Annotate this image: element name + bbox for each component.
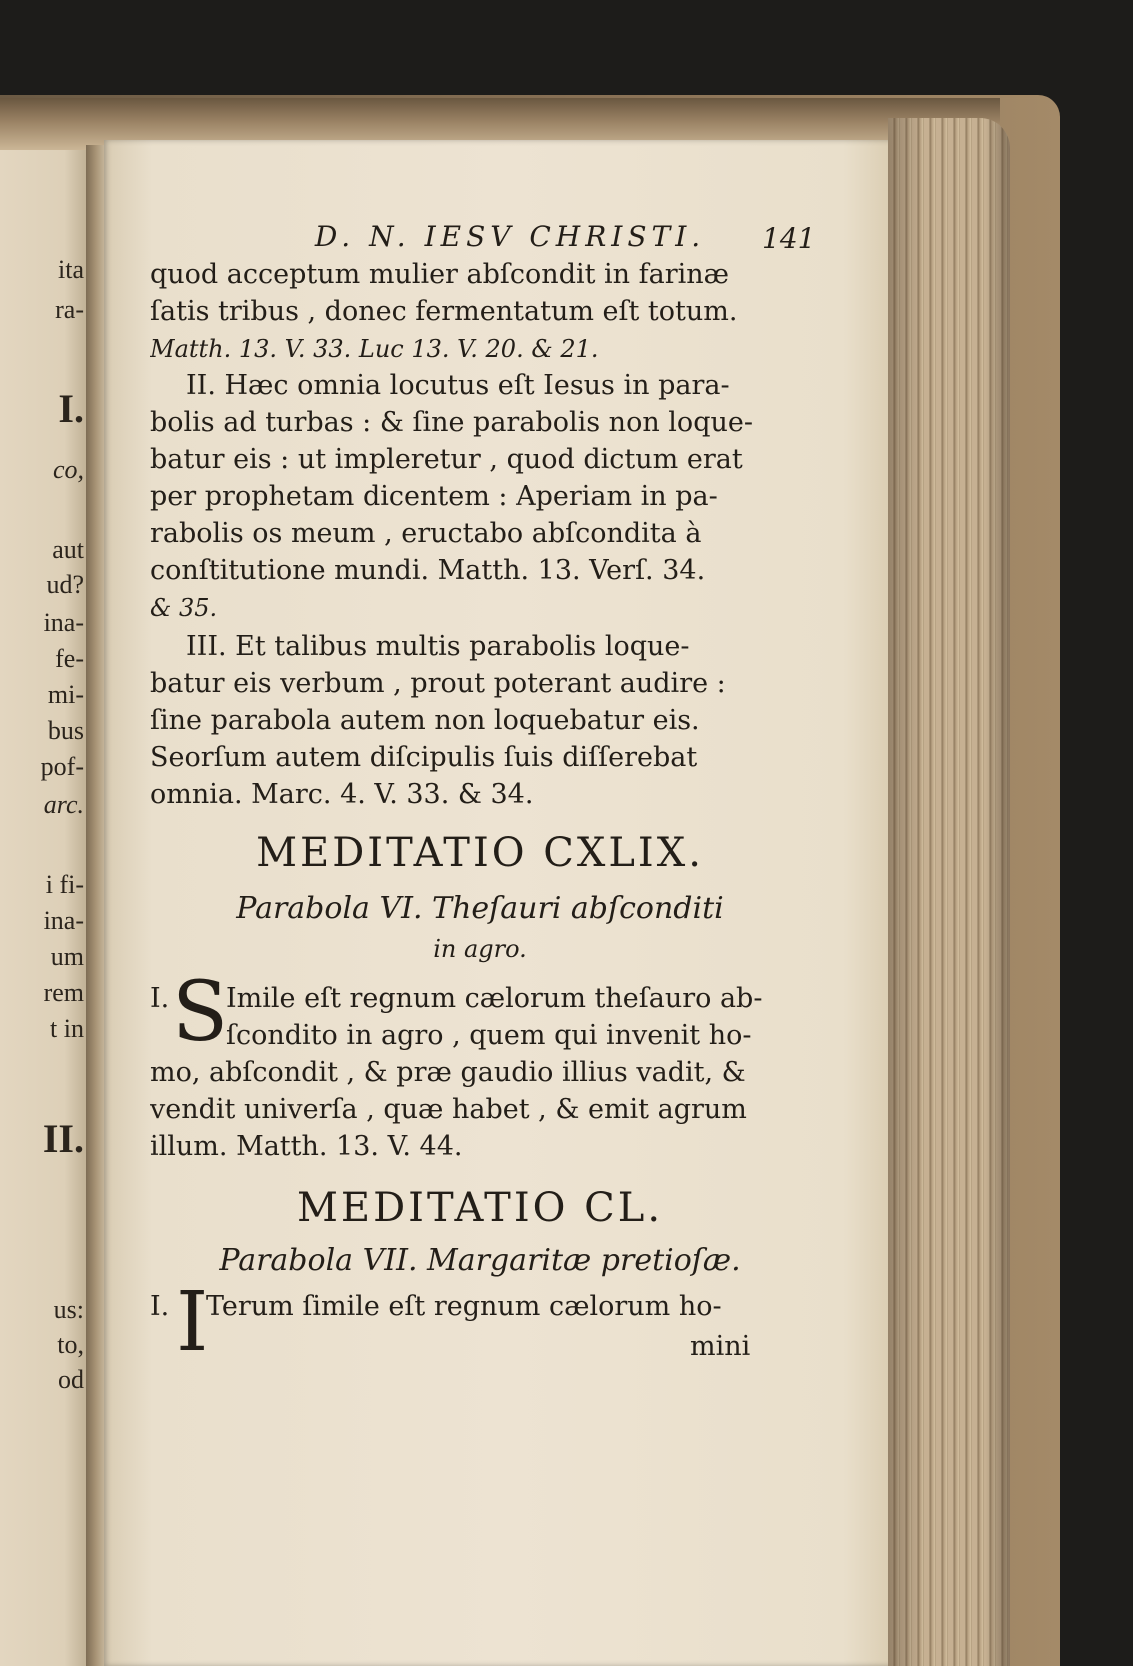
- left-fragment: ra-: [55, 295, 84, 324]
- drop-cap: S: [172, 965, 229, 1060]
- drop-cap: I: [176, 1275, 209, 1370]
- text-line: per prophetam dicentem : Aperiam in pa-: [150, 481, 718, 512]
- meditation-subtitle: Parabola VI. Theſauri abſconditi: [236, 891, 724, 926]
- text-line: Seorſum autem diſcipulis ſuis diſſerebat: [150, 742, 698, 773]
- left-page: [0, 150, 92, 1666]
- scripture-reference: Matth. 13. V. 33. Luc 13. V. 20. & 21.: [150, 335, 599, 363]
- left-fragment: ita: [58, 255, 84, 284]
- text-line: Terum ſimile eſt regnum cælorum ho-: [206, 1291, 722, 1322]
- text-line: quod acceptum mulier abſcondit in farinæ: [150, 259, 730, 290]
- left-fragment: ina-: [43, 608, 84, 637]
- text-line: Imile eſt regnum cælorum theſauro ab-: [226, 983, 763, 1014]
- fore-edge-shading: [888, 118, 1010, 1666]
- text-line: vendit univerſa , quæ habet , & emit agrum: [150, 1094, 747, 1125]
- left-fragment: t in: [50, 1014, 84, 1043]
- left-fragment: co,: [52, 455, 84, 484]
- paragraph-number: I.: [150, 1291, 170, 1322]
- text-line: mo, abſcondit , & præ gaudio illius vadit, &: [150, 1057, 746, 1088]
- running-head: D. N. IESV CHRISTI.: [314, 220, 706, 253]
- text-line: batur eis : ut impleretur , quod dictum erat: [150, 444, 743, 475]
- left-fragment: ina-: [43, 906, 84, 935]
- text-line: batur eis verbum , prout poterant audire :: [150, 668, 726, 699]
- left-fragment: rem: [43, 978, 84, 1007]
- meditation-heading: MEDITATIO CXLIX.: [256, 830, 704, 876]
- text-line: ſatis tribus , donec fermentatum eſt totum.: [150, 296, 738, 327]
- meditation-heading: MEDITATIO CL.: [296, 1185, 664, 1231]
- text-line: omnia. Marc. 4. V. 33. & 34.: [150, 779, 534, 810]
- text-line: illum. Matth. 13. V. 44.: [150, 1131, 463, 1162]
- text-line: II. Hæc omnia locutus eſt Iesus in para-: [186, 370, 730, 401]
- text-line: ſcondito in agro , quem qui invenit ho-: [226, 1020, 752, 1051]
- left-fragment: od: [58, 1365, 84, 1394]
- text-line: bolis ad turbas : & ſine parabolis non loque-: [150, 407, 753, 438]
- left-fragment: I.: [58, 386, 84, 431]
- left-fragment: us:: [53, 1295, 84, 1324]
- left-fragment: aut: [52, 535, 84, 564]
- text-line: rabolis os meum , eructabo abſcondita à: [150, 518, 702, 549]
- text-line: III. Et talibus multis parabolis loque-: [186, 631, 690, 662]
- left-fragment: arc.: [43, 790, 84, 819]
- left-fragment: bus: [47, 716, 84, 745]
- left-fragment: II.: [42, 1116, 84, 1161]
- left-fragment: fe-: [55, 644, 84, 673]
- text-line: & 35.: [150, 594, 218, 622]
- left-fragment: pof-: [40, 752, 84, 781]
- left-fragment: ud?: [46, 570, 84, 599]
- page-number: 141: [762, 222, 816, 255]
- left-fragment: mi-: [47, 680, 84, 709]
- left-fragment: i fi-: [45, 870, 84, 899]
- left-fragment: um: [50, 942, 84, 971]
- meditation-subtitle: in agro.: [433, 935, 527, 963]
- paragraph-number: I.: [150, 983, 170, 1014]
- meditation-subtitle: Parabola VII. Margaritæ pretioſæ.: [219, 1243, 741, 1278]
- left-fragment: to,: [57, 1330, 84, 1359]
- text-line: ſine parabola autem non loquebatur eis.: [150, 705, 700, 736]
- text-line: conſtitutione mundi. Matth. 13. Verſ. 34.: [150, 555, 706, 586]
- catchword: mini: [690, 1331, 751, 1362]
